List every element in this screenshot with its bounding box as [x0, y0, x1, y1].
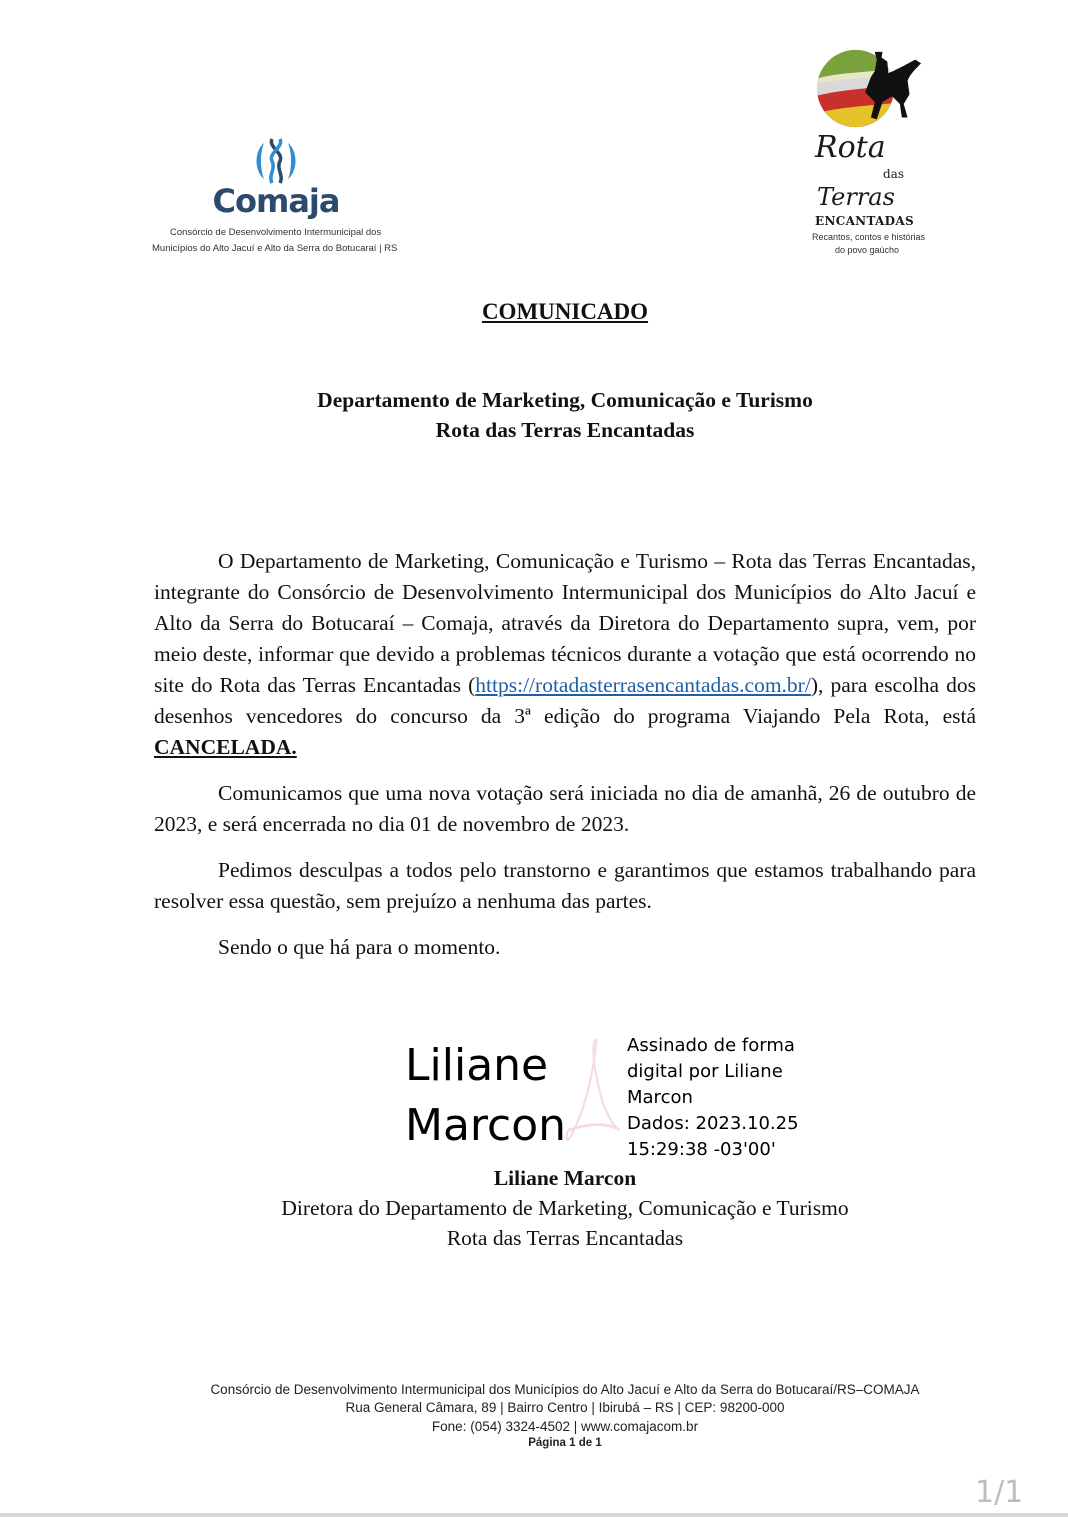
footer-address: Rua General Câmara, 89 | Bairro Centro | Ibirubá – RS | CEP: 98200-000: [345, 1400, 785, 1415]
footer-organization: Consórcio de Desenvolvimento Intermunicipal dos Municípios do Alto Jacuí e Alto da Serra do Botucaraí/RS–COMAJA: [210, 1382, 920, 1397]
rota-wordmark: Terras: [817, 183, 895, 211]
comaja-emblem-icon: [250, 137, 302, 185]
rota-tagline: Recantos, contos e histórias: [812, 232, 926, 242]
signer-organization: Rota das Terras Encantadas: [446, 1226, 684, 1250]
department-heading: Departamento de Marketing, Comunicação e Turismo: [317, 388, 813, 412]
signature-info: digital por Liliane: [627, 1061, 783, 1082]
rota-wordmark: ENCANTADAS: [815, 214, 914, 228]
signature-name: Liliane: [405, 1040, 549, 1091]
rota-wordmark: Rota: [815, 130, 886, 165]
body-paragraph: [154, 546, 976, 763]
footer-contact: Fone: (054) 3324-4502 | www.comajacom.br: [431, 1419, 699, 1434]
rota-tagline: do povo gaúcho: [835, 245, 900, 255]
horse-rider-emblem-icon: [813, 48, 925, 130]
website-link[interactable]: https://rotadasterrasencantadas.com.br/: [475, 673, 811, 697]
footer-page-number: Página 1 de 1: [528, 1437, 602, 1449]
comaja-subtitle: Consórcio de Desenvolvimento Intermunicipal dos: [170, 227, 382, 238]
acrobat-signature-icon: [562, 1035, 622, 1163]
signer-role: Diretora do Departamento de Marketing, Comunicação e Turismo: [281, 1196, 849, 1220]
paragraph-text: O Departamento de Marketing, Comunicação e Turismo – Rota das Terras Encantadas, integrante do Consórcio de Desenvolvimento Intermunicipal dos Municípios do Alto Jacuí e Alto da Serra do Botucaraí – Comaja, através da Diretora do Departamento supra, vem, por meio deste, informar que devido a problemas técnicos durante a votação que está ocorrendo no site do Rota das Terras Encantadas (: [154, 549, 976, 697]
body-paragraph: Sendo o que há para o momento.: [218, 935, 501, 959]
body-paragraph: Comunicamos que uma nova votação será iniciada no dia de amanhã, 26 de outubro de 2023, e será encerrada no dia 01 de novembro de 2023.: [154, 781, 976, 836]
signer-name: Liliane Marcon: [493, 1166, 637, 1190]
signature-info: Assinado de forma: [627, 1035, 795, 1056]
paragraph-text: ), para escolha dos desenhos vencedores do concurso da 3ª edição do programa Viajando Pela Rota, está: [154, 673, 976, 728]
signature-info: Marcon: [627, 1087, 693, 1108]
comaja-subtitle: Municípios do Alto Jacuí e Alto da Serra do Botucaraí | RS: [152, 243, 398, 254]
rota-wordmark: das: [883, 167, 904, 181]
viewer-bottom-bar: [0, 1513, 1068, 1517]
signature-name: Marcon: [405, 1100, 567, 1151]
comaja-wordmark: Comaja: [212, 182, 340, 220]
document-title: COMUNICADO: [481, 299, 649, 324]
signature-date: Dados: 2023.10.25: [627, 1113, 799, 1134]
viewer-page-counter: 1/1: [975, 1475, 1024, 1510]
department-subheading: Rota das Terras Encantadas: [435, 418, 695, 442]
signature-time: 15:29:38 -03'00': [627, 1139, 776, 1160]
cancelled-emphasis: CANCELADA.: [154, 735, 297, 759]
comaja-logo: [150, 135, 410, 260]
rota-logo: [805, 48, 945, 263]
body-paragraph: Pedimos desculpas a todos pelo transtorno e garantimos que estamos trabalhando para resolver essa questão, sem prejuízo a nenhuma das partes.: [154, 858, 976, 913]
